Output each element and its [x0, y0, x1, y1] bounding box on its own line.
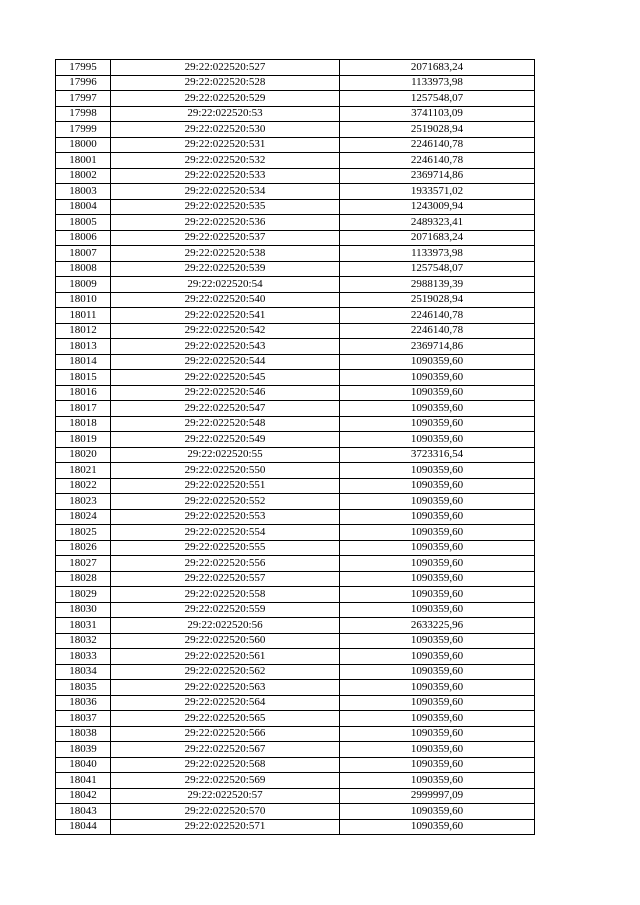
table-row	[56, 416, 535, 432]
table-row	[56, 664, 535, 680]
table-row	[56, 432, 535, 448]
cadastral-value-cell: 2246140,78	[340, 137, 535, 153]
cadastral-number-cell: 29:22:022520:558	[111, 587, 340, 603]
row-number-cell: 18025	[56, 525, 111, 541]
cadastral-value-cell: 1090359,60	[340, 370, 535, 386]
cadastral-number-cell: 29:22:022520:534	[111, 184, 340, 200]
cadastral-number-cell: 29:22:022520:538	[111, 246, 340, 262]
cadastral-value-cell: 1090359,60	[340, 664, 535, 680]
row-number-cell: 18021	[56, 463, 111, 479]
table-row	[56, 354, 535, 370]
row-number-cell: 18010	[56, 292, 111, 308]
table-row	[56, 788, 535, 804]
table-row	[56, 540, 535, 556]
cadastral-number-cell: 29:22:022520:544	[111, 354, 340, 370]
cadastral-number-cell: 29:22:022520:551	[111, 478, 340, 494]
cadastral-number-cell: 29:22:022520:53	[111, 106, 340, 122]
row-number-cell: 18041	[56, 773, 111, 789]
cadastral-value-cell: 2369714,86	[340, 339, 535, 355]
row-number-cell: 18036	[56, 695, 111, 711]
row-number-cell: 18019	[56, 432, 111, 448]
table-row	[56, 261, 535, 277]
cadastral-value-cell: 2369714,86	[340, 168, 535, 184]
row-number-cell: 18043	[56, 804, 111, 820]
cadastral-number-cell: 29:22:022520:555	[111, 540, 340, 556]
cadastral-number-cell: 29:22:022520:549	[111, 432, 340, 448]
cadastral-value-cell: 2071683,24	[340, 230, 535, 246]
table-row	[56, 385, 535, 401]
cadastral-value-cell: 1090359,60	[340, 509, 535, 525]
row-number-cell: 18001	[56, 153, 111, 169]
table-row	[56, 447, 535, 463]
cadastral-value-cell: 1090359,60	[340, 385, 535, 401]
table-row	[56, 742, 535, 758]
cadastral-value-cell: 1090359,60	[340, 354, 535, 370]
table-row	[56, 153, 535, 169]
table-row	[56, 75, 535, 91]
cadastral-number-cell: 29:22:022520:533	[111, 168, 340, 184]
table-row	[56, 122, 535, 138]
table-row	[56, 618, 535, 634]
cadastral-number-cell: 29:22:022520:550	[111, 463, 340, 479]
row-number-cell: 18012	[56, 323, 111, 339]
row-number-cell: 18032	[56, 633, 111, 649]
table-row	[56, 773, 535, 789]
cadastral-value-cell: 1257548,07	[340, 261, 535, 277]
cadastral-value-cell: 1090359,60	[340, 773, 535, 789]
cadastral-number-cell: 29:22:022520:568	[111, 757, 340, 773]
cadastral-value-cell: 2633225,96	[340, 618, 535, 634]
table-row	[56, 60, 535, 76]
cadastral-number-cell: 29:22:022520:529	[111, 91, 340, 107]
cadastral-number-cell: 29:22:022520:539	[111, 261, 340, 277]
table-row	[56, 230, 535, 246]
cadastral-number-cell: 29:22:022520:570	[111, 804, 340, 820]
row-number-cell: 18005	[56, 215, 111, 231]
cadastral-value-cell: 2246140,78	[340, 308, 535, 324]
table-row	[56, 292, 535, 308]
cadastral-number-cell: 29:22:022520:57	[111, 788, 340, 804]
row-number-cell: 18018	[56, 416, 111, 432]
row-number-cell: 18011	[56, 308, 111, 324]
table-row	[56, 525, 535, 541]
table-row	[56, 571, 535, 587]
cadastral-number-cell: 29:22:022520:527	[111, 60, 340, 76]
cadastral-number-cell: 29:22:022520:545	[111, 370, 340, 386]
row-number-cell: 18037	[56, 711, 111, 727]
cadastral-number-cell: 29:22:022520:564	[111, 695, 340, 711]
cadastral-value-cell: 1090359,60	[340, 711, 535, 727]
row-number-cell: 18002	[56, 168, 111, 184]
cadastral-value-cell: 2519028,94	[340, 122, 535, 138]
cadastral-value-cell: 1933571,02	[340, 184, 535, 200]
table-row	[56, 726, 535, 742]
cadastral-value-cell: 2999997,09	[340, 788, 535, 804]
cadastral-number-cell: 29:22:022520:532	[111, 153, 340, 169]
cadastral-number-cell: 29:22:022520:566	[111, 726, 340, 742]
cadastral-number-cell: 29:22:022520:559	[111, 602, 340, 618]
row-number-cell: 18014	[56, 354, 111, 370]
cadastral-number-cell: 29:22:022520:565	[111, 711, 340, 727]
cadastral-number-cell: 29:22:022520:547	[111, 401, 340, 417]
table-row	[56, 339, 535, 355]
row-number-cell: 18016	[56, 385, 111, 401]
table-row	[56, 509, 535, 525]
row-number-cell: 17998	[56, 106, 111, 122]
cadastral-value-cell: 1090359,60	[340, 804, 535, 820]
cadastral-value-cell: 1090359,60	[340, 819, 535, 835]
cadastral-value-table	[55, 59, 535, 835]
row-number-cell: 18023	[56, 494, 111, 510]
cadastral-number-cell: 29:22:022520:542	[111, 323, 340, 339]
cadastral-value-cell: 1090359,60	[340, 587, 535, 603]
cadastral-value-cell: 1090359,60	[340, 571, 535, 587]
cadastral-number-cell: 29:22:022520:561	[111, 649, 340, 665]
cadastral-value-cell: 1090359,60	[340, 525, 535, 541]
table-row	[56, 695, 535, 711]
row-number-cell: 18033	[56, 649, 111, 665]
table-row	[56, 106, 535, 122]
cadastral-value-cell: 1090359,60	[340, 757, 535, 773]
row-number-cell: 18004	[56, 199, 111, 215]
row-number-cell: 18027	[56, 556, 111, 572]
cadastral-number-cell: 29:22:022520:530	[111, 122, 340, 138]
cadastral-value-cell: 1090359,60	[340, 416, 535, 432]
cadastral-number-cell: 29:22:022520:528	[111, 75, 340, 91]
cadastral-value-cell: 1090359,60	[340, 401, 535, 417]
row-number-cell: 17995	[56, 60, 111, 76]
table-row	[56, 556, 535, 572]
row-number-cell: 18031	[56, 618, 111, 634]
cadastral-number-cell: 29:22:022520:563	[111, 680, 340, 696]
cadastral-number-cell: 29:22:022520:537	[111, 230, 340, 246]
cadastral-number-cell: 29:22:022520:560	[111, 633, 340, 649]
row-number-cell: 18035	[56, 680, 111, 696]
cadastral-number-cell: 29:22:022520:557	[111, 571, 340, 587]
table-row	[56, 602, 535, 618]
cadastral-number-cell: 29:22:022520:54	[111, 277, 340, 293]
cadastral-number-cell: 29:22:022520:536	[111, 215, 340, 231]
cadastral-value-cell: 1090359,60	[340, 463, 535, 479]
row-number-cell: 18029	[56, 587, 111, 603]
table-row	[56, 649, 535, 665]
cadastral-value-cell: 1090359,60	[340, 695, 535, 711]
cadastral-value-cell: 1090359,60	[340, 602, 535, 618]
cadastral-value-cell: 1090359,60	[340, 649, 535, 665]
row-number-cell: 18003	[56, 184, 111, 200]
table-row	[56, 757, 535, 773]
table-row	[56, 804, 535, 820]
table-row	[56, 184, 535, 200]
cadastral-number-cell: 29:22:022520:543	[111, 339, 340, 355]
row-number-cell: 18034	[56, 664, 111, 680]
cadastral-number-cell: 29:22:022520:540	[111, 292, 340, 308]
cadastral-number-cell: 29:22:022520:541	[111, 308, 340, 324]
cadastral-value-cell: 1257548,07	[340, 91, 535, 107]
cadastral-value-cell: 2489323,41	[340, 215, 535, 231]
cadastral-value-cell: 2246140,78	[340, 323, 535, 339]
cadastral-number-cell: 29:22:022520:556	[111, 556, 340, 572]
table-row	[56, 494, 535, 510]
cadastral-number-cell: 29:22:022520:548	[111, 416, 340, 432]
table-row	[56, 246, 535, 262]
cadastral-value-cell: 2071683,24	[340, 60, 535, 76]
cadastral-value-cell: 1090359,60	[340, 742, 535, 758]
row-number-cell: 17997	[56, 91, 111, 107]
cadastral-value-cell: 1133973,98	[340, 246, 535, 262]
cadastral-number-cell: 29:22:022520:535	[111, 199, 340, 215]
row-number-cell: 18026	[56, 540, 111, 556]
cadastral-number-cell: 29:22:022520:553	[111, 509, 340, 525]
table-row	[56, 463, 535, 479]
table-row	[56, 819, 535, 835]
row-number-cell: 17999	[56, 122, 111, 138]
table-row	[56, 478, 535, 494]
table-row	[56, 168, 535, 184]
row-number-cell: 18028	[56, 571, 111, 587]
cadastral-number-cell: 29:22:022520:571	[111, 819, 340, 835]
table-row	[56, 633, 535, 649]
row-number-cell: 18017	[56, 401, 111, 417]
cadastral-value-cell: 1090359,60	[340, 494, 535, 510]
row-number-cell: 18030	[56, 602, 111, 618]
table-row	[56, 277, 535, 293]
row-number-cell: 18039	[56, 742, 111, 758]
cadastral-value-cell: 2988139,39	[340, 277, 535, 293]
table-row	[56, 308, 535, 324]
cadastral-value-cell: 3741103,09	[340, 106, 535, 122]
row-number-cell: 18000	[56, 137, 111, 153]
row-number-cell: 17996	[56, 75, 111, 91]
row-number-cell: 18013	[56, 339, 111, 355]
cadastral-number-cell: 29:22:022520:546	[111, 385, 340, 401]
table-row	[56, 370, 535, 386]
cadastral-value-cell: 2519028,94	[340, 292, 535, 308]
row-number-cell: 18042	[56, 788, 111, 804]
table-row	[56, 680, 535, 696]
row-number-cell: 18015	[56, 370, 111, 386]
table-body	[56, 60, 535, 835]
row-number-cell: 18040	[56, 757, 111, 773]
table-row	[56, 587, 535, 603]
cadastral-number-cell: 29:22:022520:531	[111, 137, 340, 153]
cadastral-value-cell: 1090359,60	[340, 556, 535, 572]
row-number-cell: 18007	[56, 246, 111, 262]
cadastral-value-cell: 1090359,60	[340, 540, 535, 556]
table-row	[56, 323, 535, 339]
cadastral-value-cell: 1090359,60	[340, 478, 535, 494]
cadastral-number-cell: 29:22:022520:562	[111, 664, 340, 680]
cadastral-value-cell: 1090359,60	[340, 680, 535, 696]
cadastral-value-cell: 3723316,54	[340, 447, 535, 463]
row-number-cell: 18020	[56, 447, 111, 463]
row-number-cell: 18022	[56, 478, 111, 494]
table-row	[56, 711, 535, 727]
row-number-cell: 18044	[56, 819, 111, 835]
cadastral-number-cell: 29:22:022520:55	[111, 447, 340, 463]
cadastral-value-cell: 1090359,60	[340, 432, 535, 448]
cadastral-value-cell: 1090359,60	[340, 633, 535, 649]
cadastral-value-cell: 1133973,98	[340, 75, 535, 91]
cadastral-number-cell: 29:22:022520:554	[111, 525, 340, 541]
table-row	[56, 401, 535, 417]
row-number-cell: 18009	[56, 277, 111, 293]
cadastral-value-cell: 1243009,94	[340, 199, 535, 215]
cadastral-number-cell: 29:22:022520:56	[111, 618, 340, 634]
row-number-cell: 18038	[56, 726, 111, 742]
cadastral-number-cell: 29:22:022520:567	[111, 742, 340, 758]
cadastral-value-cell: 1090359,60	[340, 726, 535, 742]
row-number-cell: 18006	[56, 230, 111, 246]
table-row	[56, 91, 535, 107]
row-number-cell: 18024	[56, 509, 111, 525]
table-row	[56, 137, 535, 153]
cadastral-number-cell: 29:22:022520:569	[111, 773, 340, 789]
table-row	[56, 199, 535, 215]
cadastral-number-cell: 29:22:022520:552	[111, 494, 340, 510]
cadastral-value-cell: 2246140,78	[340, 153, 535, 169]
table-row	[56, 215, 535, 231]
row-number-cell: 18008	[56, 261, 111, 277]
